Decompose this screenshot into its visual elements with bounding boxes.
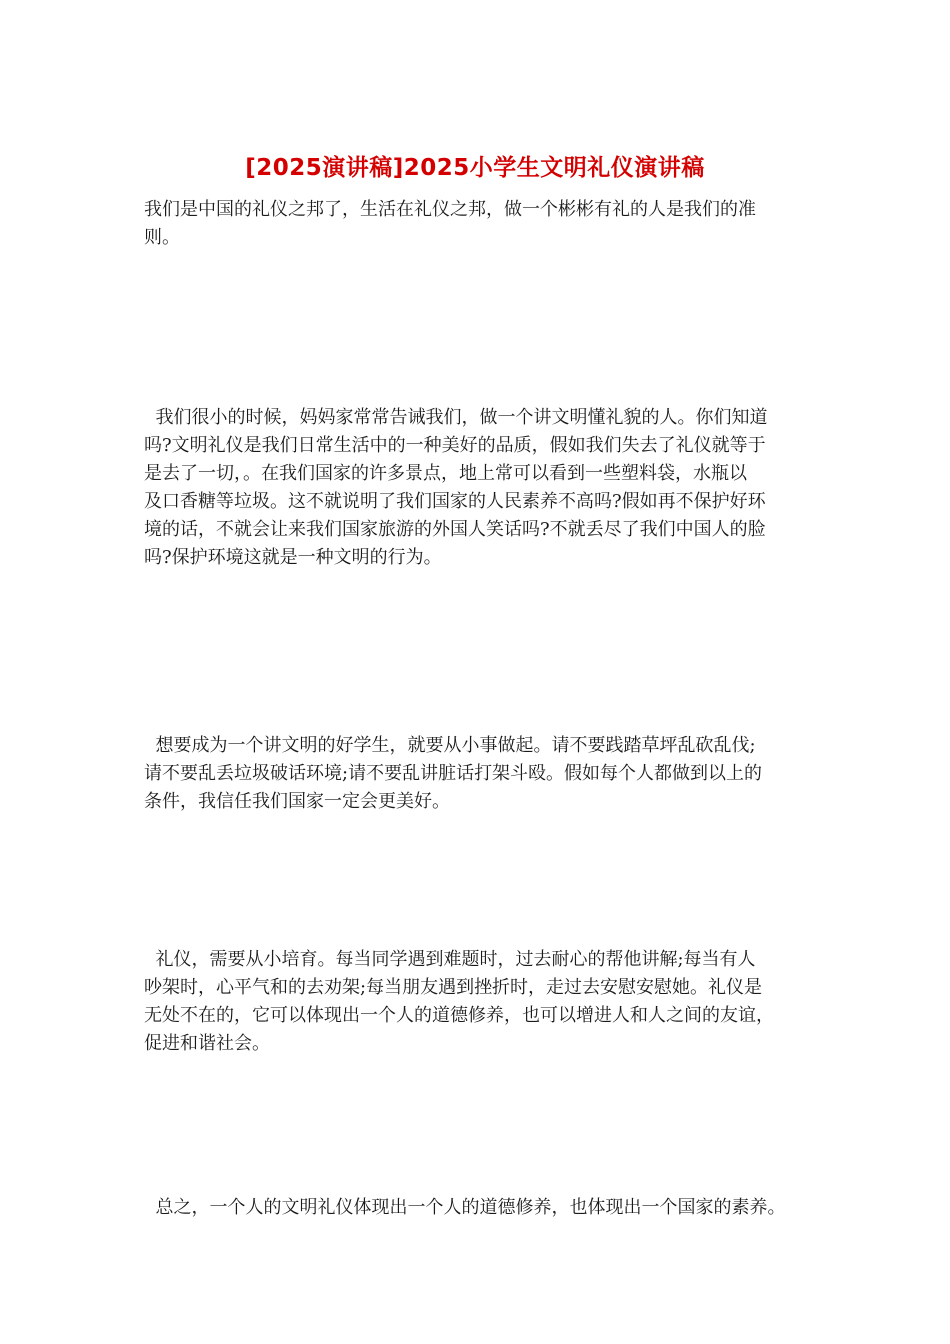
paragraph-intro	[144, 196, 820, 252]
paragraph-line: 促进和谐社会。	[144, 1033, 270, 1054]
paragraph-environment	[144, 404, 820, 572]
paragraph-line: 吗?文明礼仪是我们日常生活中的一种美好的品质，假如我们失去了礼仪就等于	[144, 435, 766, 456]
paragraph-cultivation	[144, 946, 820, 1058]
paragraph-line: 条件，我信任我们国家一定会更美好。	[144, 791, 450, 812]
paragraph-conclusion	[144, 1194, 820, 1222]
paragraph-line: 礼仪，需要从小培育。每当同学遇到难题时，过去耐心的帮他讲解;每当有人	[144, 949, 756, 970]
paragraph-line: 及口香糖等垃圾。这不就说明了我们国家的人民素养不高吗?假如再不保护好环	[144, 491, 766, 512]
paragraph-line: 吵架时，心平气和的去劝架;每当朋友遇到挫折时，走过去安慰安慰她。礼仪是	[144, 977, 763, 998]
paragraph-line: 境的话，不就会让来我们国家旅游的外国人笑话吗?不就丢尽了我们中国人的脸	[144, 519, 766, 540]
paragraph-line: 则。	[144, 227, 180, 248]
paragraph-line: 吗?保护环境这就是一种文明的行为。	[144, 547, 442, 568]
paragraph-line: 我们很小的时候，妈妈家常常告诫我们，做一个讲文明懂礼貌的人。你们知道	[144, 407, 768, 428]
paragraph-small-things	[144, 732, 820, 816]
paragraph-line: 总之，一个人的文明礼仪体现出一个人的道德修养，也体现出一个国家的素养。	[144, 1197, 786, 1218]
paragraph-line: 请不要乱丢垃圾破话环境;请不要乱讲脏话打架斗殴。假如每个人都做到以上的	[144, 763, 763, 784]
paragraph-line: 是去了一切，。在我们国家的许多景点，地上常可以看到一些塑料袋，水瓶以	[144, 463, 747, 484]
paragraph-line: 想要成为一个讲文明的好学生，就要从小事做起。请不要践踏草坪乱砍乱伐;	[144, 735, 756, 756]
paragraph-line: 我们是中国的礼仪之邦了，生活在礼仪之邦，做一个彬彬有礼的人是我们的准	[144, 199, 756, 220]
paragraph-line: 无处不在的，它可以体现出一个人的道德修养，也可以增进人和人之间的友谊，	[144, 1005, 774, 1026]
document-title: [2025演讲稿]2025小学生文明礼仪演讲稿	[245, 155, 705, 181]
